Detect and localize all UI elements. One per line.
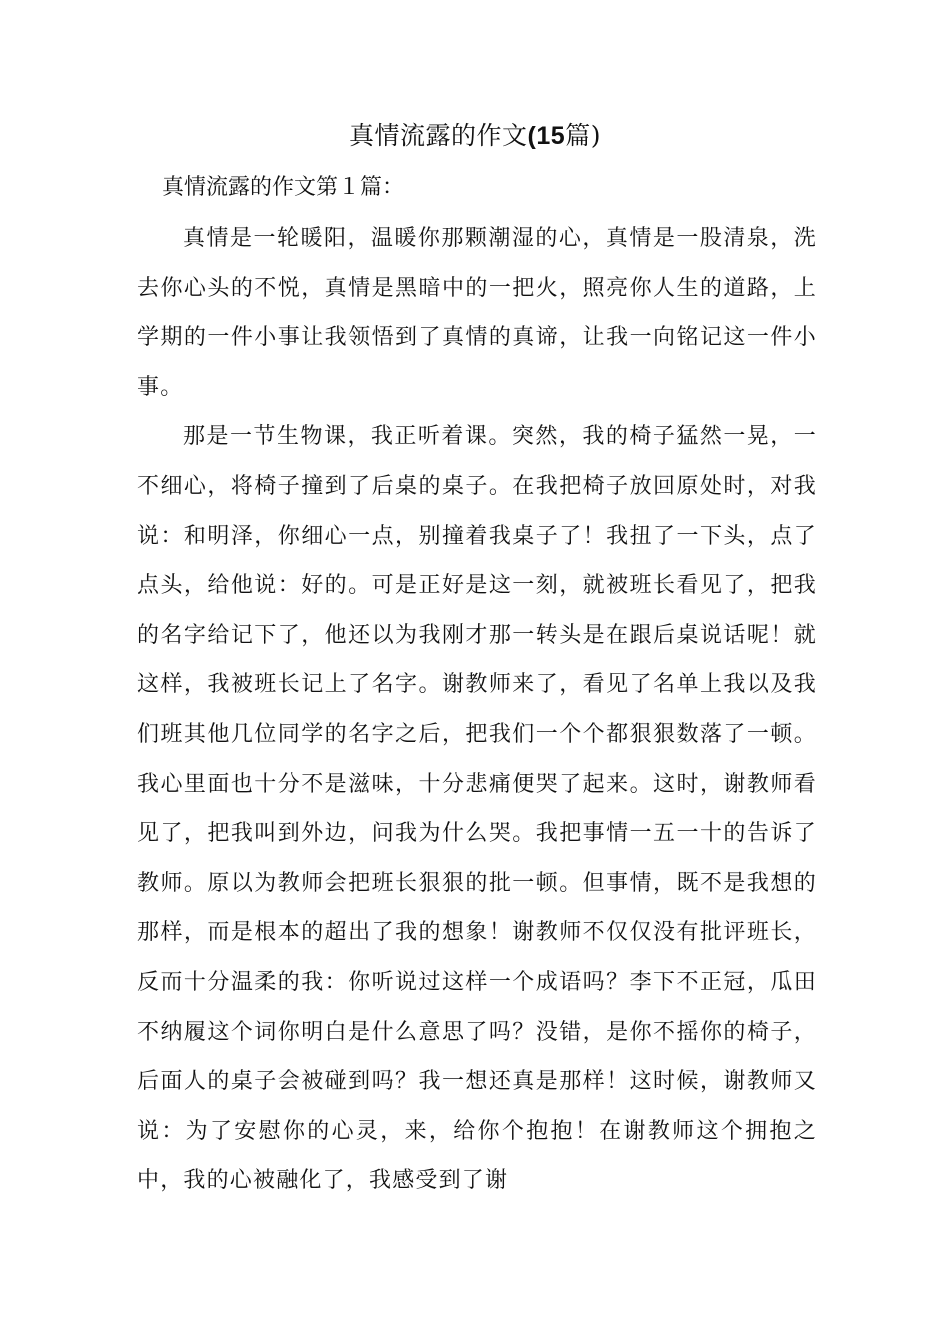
paragraph-1: 真情是一轮暖阳，温暖你那颗潮湿的心，真情是一股清泉，洗去你心头的不悦，真情是黑暗中的一把火，照亮你人生的道路，上学期的一件小事让我领悟到了真情的真谛，让我一向铭记这一件小事。 <box>137 226 817 400</box>
section-heading: 真情流露的作文第１篇： <box>162 175 405 200</box>
paragraph-2: 那是一节生物课，我正听着课。突然，我的椅子猛然一晃，一不细心，将椅子撞到了后桌的桌子。在我把椅子放回原处时，对我说：和明泽，你细心一点，别撞着我桌子了！我扭了一下头，点了点头，给他说：好的。可是正好是这一刻，就被班长看见了，把我的名字给记下了，他还以为我刚才那一转头是在跟后桌说话呢！就这样，我被班长记上了名字。谢教师来了，看见了名单上我以及我们班其他几位同学的名字之后，把我们一个个都狠狠数落了一顿。我心里面也十分不是滋味，十分悲痛便哭了起来。这时，谢教师看见了，把我叫到外边，问我为什么哭。我把事情一五一十的告诉了教师。原以为教师会把班长狠狠的批一顿。但事情，既不是我想的那样，而是根本的超出了我的想象！谢教师不仅仅没有批评班长，反而十分温柔的我：你听说过这样一个成语吗？李下不正冠，瓜田不纳履这个词你明白是什么意思了吗？没错，是你不摇你的椅子，后面人的桌子会被碰到吗？我一想还真是那样！这时候，谢教师又说：为了安慰你的心灵，来，给你个抱抱！在谢教师这个拥抱之中，我的心被融化了，我感受到了谢 <box>137 424 817 1194</box>
title-count: (15 <box>527 122 566 150</box>
article-body <box>137 214 817 1206</box>
title-text: 真情流露的作文 <box>349 121 528 150</box>
document-title <box>0 116 950 156</box>
title-suffix: 篇) <box>565 121 601 150</box>
